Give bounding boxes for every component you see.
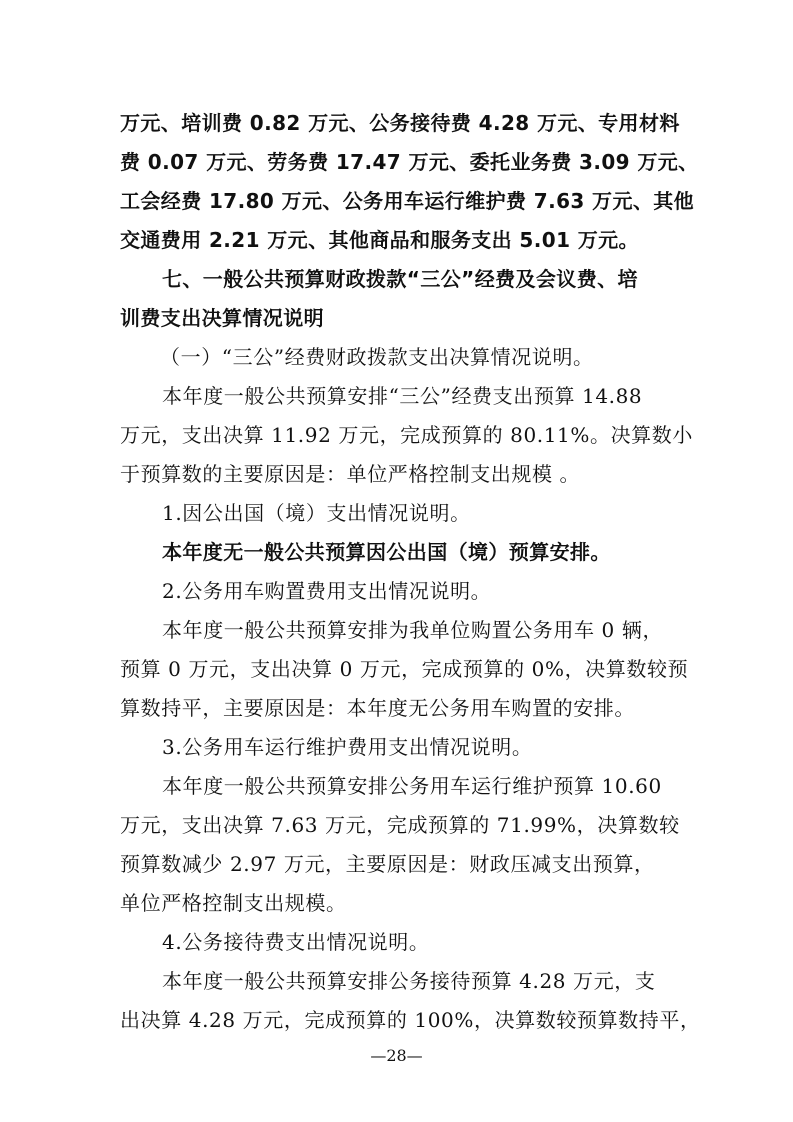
text-line-16: 算数持平，主要原因是：本年度无公务用车购置的安排。 [120, 696, 635, 720]
text-line-3: 工会经费 17.80 万元、公务用车运行维护费 7.63 万元、其他 [120, 189, 695, 213]
text-line-14: 本年度一般公共预算安排为我单位购置公务用车 0 辆， [162, 618, 664, 642]
subsection-heading: （一）“三公”经费财政拨款支出决算情况说明。 [160, 345, 594, 369]
text-line-24: 出决算 4.28 万元，完成预算的 100%，决算数较预算数持平， [120, 1008, 701, 1032]
text-line-9: 万元，支出决算 11.92 万元，完成预算的 80.11%。决算数小 [120, 423, 693, 447]
item-heading-2: 2.公务用车购置费用支出情况说明。 [162, 579, 492, 603]
item-heading-3: 3.公务用车运行维护费用支出情况说明。 [162, 735, 533, 759]
text-line-23: 本年度一般公共预算安排公务接待预算 4.28 万元，支 [162, 969, 656, 993]
text-line-10: 于预算数的主要原因是：单位严格控制支出规模 。 [120, 462, 581, 486]
text-line-19: 万元，支出决算 7.63 万元，完成预算的 71.99%，决算数较 [120, 813, 680, 837]
text-line-12: 本年度无一般公共预算因公出国（境）预算安排。 [162, 540, 611, 564]
text-line-1: 万元、培训费 0.82 万元、公务接待费 4.28 万元、专用材料 [120, 111, 680, 135]
text-line-2: 费 0.07 万元、劳务费 17.47 万元、委托业务费 3.09 万元、 [120, 150, 699, 174]
item-heading-4: 4.公务接待费支出情况说明。 [162, 930, 430, 954]
text-line-4: 交通费用 2.21 万元、其他商品和服务支出 5.01 万元。 [120, 228, 639, 252]
text-line-21: 单位严格控制支出规模。 [120, 891, 347, 915]
section-heading-line-2: 训费支出决算情况说明 [120, 306, 324, 330]
text-line-20: 预算数减少 2.97 万元，主要原因是：财政压减支出预算， [120, 852, 655, 876]
text-line-8: 本年度一般公共预算安排“三公”经费支出预算 14.88 [162, 384, 643, 408]
text-line-18: 本年度一般公共预算安排公务用车运行维护预算 10.60 [162, 774, 662, 798]
text-line-15: 预算 0 万元，支出决算 0 万元，完成预算的 0%，决算数较预 [120, 657, 689, 681]
section-heading-line-1: 七、一般公共预算财政拨款“三公”经费及会议费、培 [162, 267, 638, 291]
item-heading-1: 1.因公出国（境）支出情况说明。 [162, 501, 471, 525]
page-number: —28— [370, 1046, 423, 1065]
